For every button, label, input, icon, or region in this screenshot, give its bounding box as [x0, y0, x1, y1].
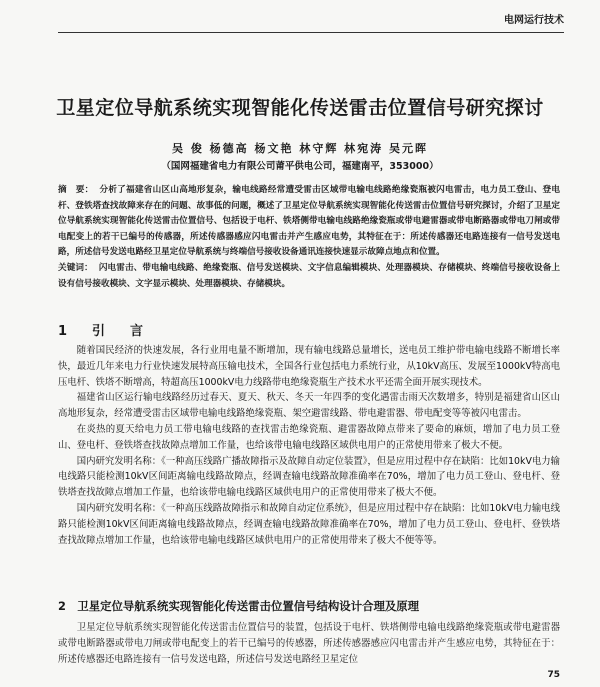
abstract-text: 分析了福建省山区山高地形复杂，输电线路经常遭受雷击区域带电输电线路绝缘瓷瓶被闪电雷击，电力员工登山、登电杆、登铁塔查找故障来存在的问题、故事低的问题，概述了卫星定位导航系统实现智能化传送雷击位置信号研究探讨，介绍了卫星定位导航系统实现智能化传送雷击位置信号、包括设于电杆、铁塔侧带电输电线路绝缘瓷瓶或带电避雷器或带电断路器或带电刀闸或带电配变上的若干已编号的传感器，所述传感器感应闪电雷击并产生感应电势，其特征在于：所述传感器还电路连接有一信号发送电路，所述信号发送电路经卫星定位导航系统与终端信号接收设备通讯连接快速显示故障点地点和位置。 [58, 185, 560, 258]
page-number: 75 [547, 670, 560, 680]
paragraph: 随着国民经济的快速发展，各行业用电量不断增加，现有输电线路总量增长，送电员工维护带电输电线路不断增长率快，最近几年来电力行业快速发展特高压输电技术，全国各行业包括电力系统行业，从10kV高压、发展至1000kV特高电压电杆、铁塔不断增高，特超高压1000kV电力线路带电绝缘瓷瓶生产技术水平还需全面开展实现技术。 [58, 345, 560, 388]
paragraph: 卫星定位导航系统实现智能化传送雷击位置信号的装置，包括设于电杆、铁塔侧带电输电线路绝缘瓷瓶或带电避雷器或带电断路器或带电刀闸或带电配变上的若干已编号的传感器，所述传感器感应闪电雷击并产生感应电势，其特征在于：所述传感器还电路连接有一信号发送电路，所述信号发送电路经卫星定位 [58, 622, 560, 665]
section-2-heading: 2 卫星定位导航系统实现智能化传送雷击位置信号结构设计合理及原理 [58, 599, 420, 613]
keywords-label: 关键词： [58, 262, 93, 273]
abstract-label: 摘 要： [58, 185, 94, 195]
paragraph: 国内研究发明名称：《一种高压线路广播故障指示及故障自动定位装置》，但是应用过程中存在缺陷：比如10kV电力输电线路只能检测10kV区间距离输电线路故障点，经调查输电线路故障准确率在70%，增加了电力员工登山、登电杆、登铁塔查找故障点增加工作量，也给该带电输电线路区域供电用户的正常使用带来了极大不便。 [58, 455, 560, 499]
keywords-text: 闪电雷击、带电输电线路、绝缘瓷瓶、信号发送模块、文字信息编辑模块、处理器模块、存储模块、终端信号接收设备上设有信号接收模块、文字显示模块、处理器模块、存储模块。 [58, 262, 560, 289]
affiliation: （国网福建省电力有限公司莆平供电公司，福建南平，353000） [161, 161, 439, 172]
section-1-body [58, 343, 560, 548]
paragraph: 国内研究发明名称：《一种高压线路故障指示和故障自动定位系统》，但是应用过程中存在缺陷：比如10kV电力输电线路只能检测10kV区间距离输电线路故障点，经调查输电线路故障准确率在70%，增加了电力员工登山、登电杆、登铁塔查找故障点增加工作量，也给该带电输电线路区域供电用户的正常使用带来了极大不便等等。 [58, 502, 560, 546]
author-list: 吴 俊 杨德高 杨文艳 林守辉 林宛涛 吴元晖 [172, 142, 428, 155]
paper-title: 卫星定位导航系统实现智能化传送雷击位置信号研究探讨 [56, 97, 544, 119]
paragraph: 在炎热的夏天给电力员工带电输电线路的查找雷击绝缘瓷瓶、避雷器故障点带来了要命的麻烦，增加了电力员工登山、登电杆、登铁塔查找故障点增加工作量，也给该带电输电线路区域供电用户的正常使用带来了极大不便。 [58, 423, 560, 451]
section-2-body [58, 620, 560, 667]
running-header: 电网运行技术 [58, 12, 564, 33]
section-1-heading: 1 引 言 [58, 324, 150, 339]
abstract-block [58, 183, 560, 292]
paragraph: 福建省山区运行输电线路经历过春天、夏天、秋天、冬天一年四季的变化遇雷击雨天次数增多，特别是福建省山区山高地形复杂，经常遭受雷击区域带电输电线路绝缘瓷瓶、架空避雷线路、带电避雷器、带电配变等等被闪电雷击。 [58, 392, 560, 420]
